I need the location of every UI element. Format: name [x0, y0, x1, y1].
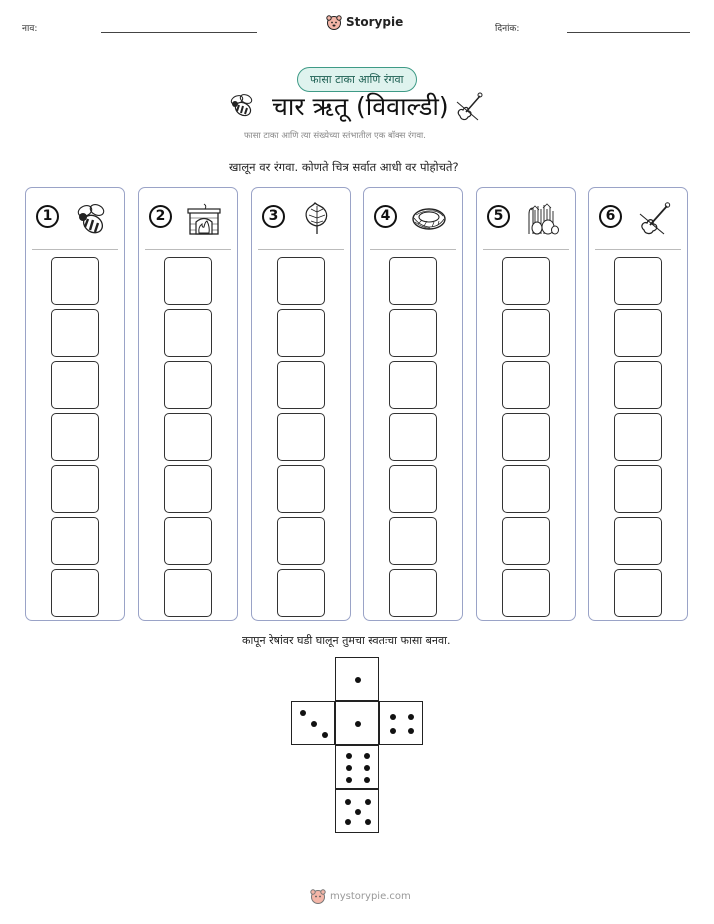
brand-name: Storypie [346, 15, 404, 29]
color-box[interactable] [277, 465, 325, 513]
die-pip [365, 819, 371, 825]
die-pip [300, 710, 306, 716]
color-box[interactable] [164, 257, 212, 305]
orchestra-icon [523, 200, 561, 238]
column-header [589, 188, 687, 250]
column-number: 1 [36, 205, 59, 228]
color-box[interactable] [51, 465, 99, 513]
die-pip [390, 714, 396, 720]
color-box[interactable] [164, 517, 212, 565]
color-box[interactable] [51, 413, 99, 461]
color-box[interactable] [614, 361, 662, 409]
activity-tag: फासा टाका आणि रंगवा [297, 67, 417, 92]
die-face [335, 745, 379, 789]
date-line[interactable] [567, 32, 690, 33]
column-3 [251, 187, 351, 621]
color-box[interactable] [389, 569, 437, 617]
color-box[interactable] [614, 569, 662, 617]
die-face [335, 657, 379, 701]
color-box[interactable] [389, 517, 437, 565]
column-header [364, 188, 462, 250]
color-box[interactable] [389, 413, 437, 461]
column-header [26, 188, 124, 250]
column-4 [363, 187, 463, 621]
die-pip [408, 728, 414, 734]
die-pip [355, 677, 361, 683]
column-divider [32, 249, 118, 250]
column-divider [258, 249, 344, 250]
color-box[interactable] [614, 309, 662, 357]
color-box[interactable] [164, 413, 212, 461]
die-pip [355, 809, 361, 815]
color-box[interactable] [277, 517, 325, 565]
color-box[interactable] [164, 361, 212, 409]
die-face [291, 701, 335, 745]
color-box[interactable] [277, 257, 325, 305]
bee-icon [228, 92, 258, 120]
die-face [335, 789, 379, 833]
column-number: 5 [487, 205, 510, 228]
color-box[interactable] [51, 361, 99, 409]
color-box[interactable] [277, 361, 325, 409]
column-6 [588, 187, 688, 621]
die-pip [346, 753, 352, 759]
die-pip [311, 721, 317, 727]
die-pip [355, 721, 361, 727]
storypie-logo-icon [326, 14, 342, 30]
color-box[interactable] [614, 413, 662, 461]
color-box[interactable] [502, 517, 550, 565]
cutout-instruction: कापून रेषांवर घडी घालून तुमचा स्वतःचा फासा बनवा. [242, 634, 451, 647]
footer [310, 888, 411, 904]
name-line[interactable] [101, 32, 257, 33]
instruction: खालून वर रंगवा. कोणते चित्र सर्वात आधी वर पोहोचते? [229, 160, 459, 174]
column-header [477, 188, 575, 250]
name-label: नाव: [22, 24, 38, 34]
column-number: 3 [262, 205, 285, 228]
storypie-logo-icon [310, 888, 326, 904]
die-pip [345, 819, 351, 825]
color-box[interactable] [614, 257, 662, 305]
color-box[interactable] [389, 465, 437, 513]
violin-icon [452, 90, 486, 124]
date-label: दिनांक: [495, 24, 520, 34]
column-number: 6 [599, 205, 622, 228]
color-box[interactable] [277, 309, 325, 357]
color-box[interactable] [51, 257, 99, 305]
die-pip [390, 728, 396, 734]
color-box[interactable] [164, 569, 212, 617]
die-face [335, 701, 379, 745]
color-box[interactable] [502, 309, 550, 357]
die-pip [364, 777, 370, 783]
nest-icon [410, 200, 448, 238]
column-number: 2 [149, 205, 172, 228]
die-pip [345, 799, 351, 805]
die-face [379, 701, 423, 745]
footer-url[interactable]: mystorypie.com [330, 890, 411, 902]
subtitle: फासा टाका आणि त्या संख्येच्या स्तंभातील एक बॉक्स रंगवा. [244, 131, 426, 141]
color-box[interactable] [164, 465, 212, 513]
page-title: चार ऋतू (विवाल्डी) [272, 92, 449, 121]
column-divider [595, 249, 681, 250]
color-box[interactable] [277, 413, 325, 461]
die-pip [346, 777, 352, 783]
color-box[interactable] [51, 517, 99, 565]
color-box[interactable] [164, 309, 212, 357]
color-box[interactable] [389, 361, 437, 409]
color-box[interactable] [51, 569, 99, 617]
leaf-icon [298, 200, 336, 238]
die-pip [364, 753, 370, 759]
column-divider [483, 249, 569, 250]
color-box[interactable] [502, 413, 550, 461]
bee-icon [72, 200, 110, 238]
color-box[interactable] [51, 309, 99, 357]
column-divider [145, 249, 231, 250]
column-header [139, 188, 237, 250]
column-divider [370, 249, 456, 250]
column-number: 4 [374, 205, 397, 228]
color-box[interactable] [502, 361, 550, 409]
column-2 [138, 187, 238, 621]
die-pip [364, 765, 370, 771]
color-box[interactable] [502, 257, 550, 305]
column-1 [25, 187, 125, 621]
column-5 [476, 187, 576, 621]
violin-icon [635, 200, 673, 238]
die-pip [365, 799, 371, 805]
die-pip [408, 714, 414, 720]
color-box[interactable] [502, 465, 550, 513]
column-header [252, 188, 350, 250]
color-box[interactable] [389, 309, 437, 357]
brand [326, 14, 403, 30]
die-pip [322, 732, 328, 738]
color-box[interactable] [614, 465, 662, 513]
color-box[interactable] [389, 257, 437, 305]
color-box[interactable] [502, 569, 550, 617]
color-box[interactable] [277, 569, 325, 617]
fireplace-icon [185, 200, 223, 238]
color-box[interactable] [614, 517, 662, 565]
die-pip [346, 765, 352, 771]
